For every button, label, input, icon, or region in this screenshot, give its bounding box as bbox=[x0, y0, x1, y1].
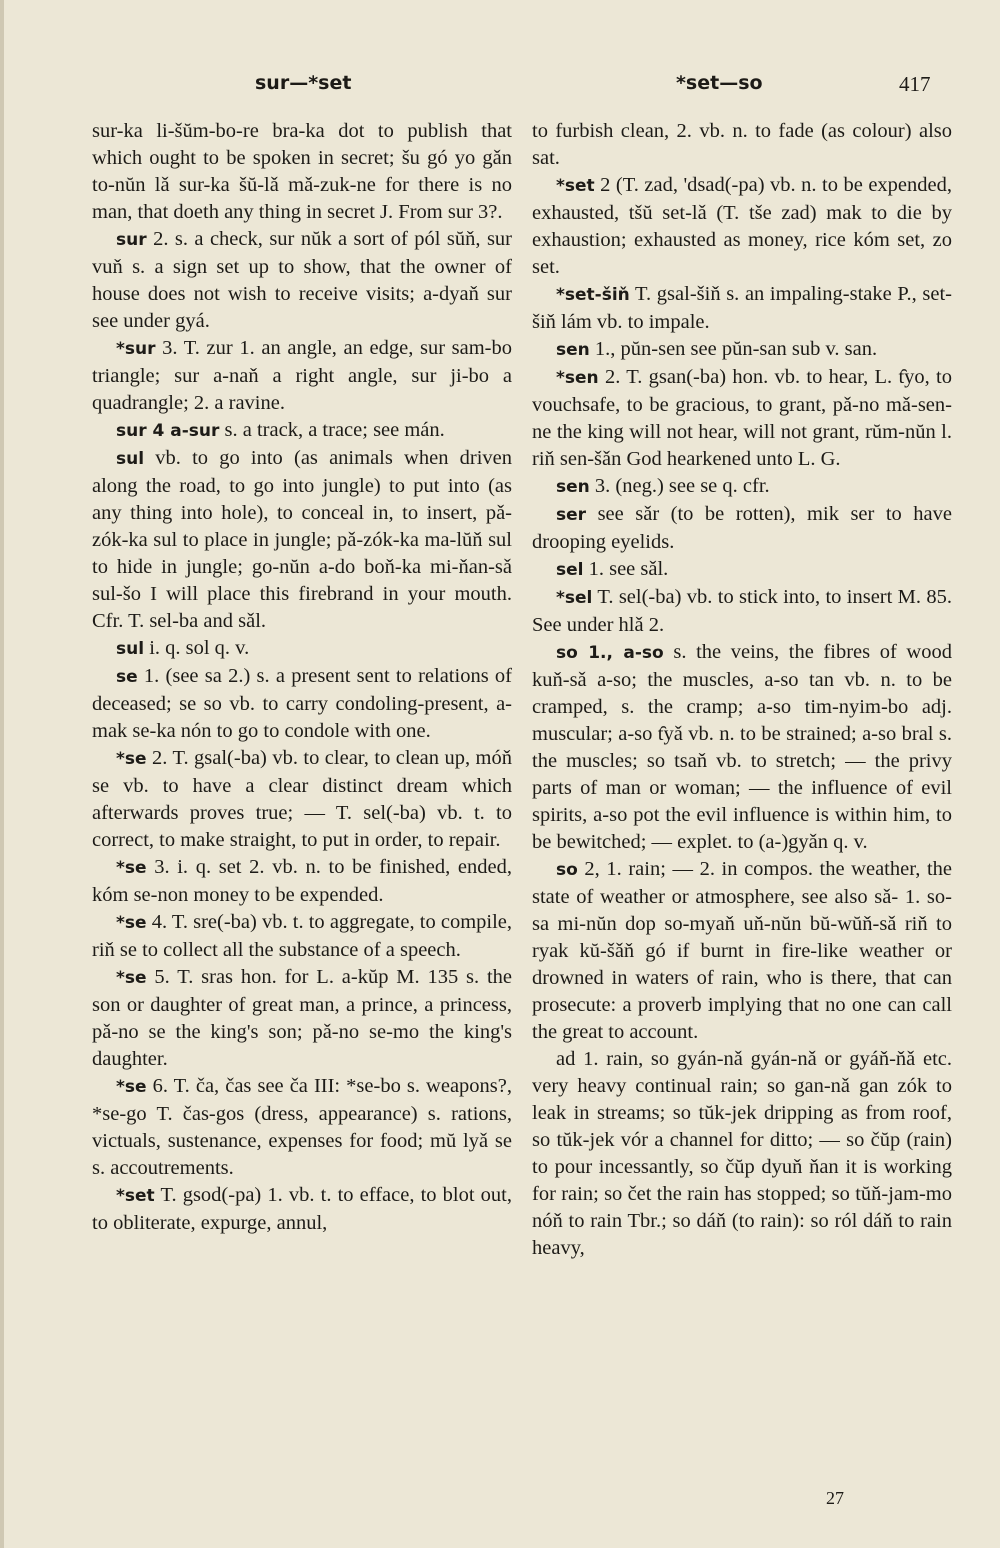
entry-text: to furbish clean, 2. vb. n. to fade (as colour) also sat. bbox=[532, 120, 952, 169]
entry-headword: *sen bbox=[556, 368, 599, 388]
entry-headword: *sel bbox=[556, 588, 593, 608]
entry-headword: se bbox=[116, 667, 138, 687]
entry-text: 2. s. a check, sur nŭk a sort of pól sŭň, sur vuň s. a sign set up to show, that the owner of house does not wish to receive visits; a-dyaň sur see under gyá. bbox=[92, 228, 512, 332]
entry-text: s. the veins, the fibres of wood kuň-sǎ a-so; the muscles, a-so tan vb. n. to be cramped, s. the cramp; a-so tim-nyim-bo adj. muscular; a-so t̑yǎ vb. n. to be strained; a-so bral s. the muscles; so tsaň vb. to stretch; — the privy parts of man or woman; — the influence of evil spirits, a-so pot the evil influence is within him, to be bewitched; — explet. to (a-)gyǎn q. v. bbox=[532, 641, 952, 853]
entry-text: 5. T. sras hon. for L. a-kŭp M. 135 s. the son or daughter of great man, a prince, a princess, pǎ-no se the king's son; pǎ-no se-mo the king's daughter. bbox=[92, 966, 512, 1070]
dictionary-entry bbox=[532, 639, 952, 856]
page-number: 417 bbox=[899, 72, 931, 96]
entry-headword: so 1., a-so bbox=[556, 643, 664, 663]
entry-text: vb. to go into (as animals when driven along the road, to go into jungle) to put into (as any thing into hole), to conceal in, to insert, pǎ-zók-ka sul to place in jungle; pǎ-zók-ka ma-lŭň sul to hide in jungle; go-nŭn a-do boň-ka mi-ňan-sǎ sul-šo I will place this firebrand in your mouth. Cfr. T. sel-ba and sǎl. bbox=[92, 447, 513, 632]
entry-headword: ser bbox=[556, 505, 587, 525]
entry-text: 2 (T. zad, 'dsad(-pa) vb. n. to be expended, exhausted, tšŭ set-lǎ (T. tše zad) mak to die by exhaustion; exhausted as money, rice kóm set, zo set. bbox=[532, 174, 952, 278]
dictionary-entry bbox=[92, 226, 512, 335]
dictionary-entry bbox=[532, 473, 952, 501]
dictionary-entry bbox=[532, 172, 952, 281]
running-head-left: sur—*set bbox=[255, 72, 352, 94]
entry-headword: *set bbox=[116, 1186, 155, 1206]
dictionary-entry bbox=[92, 663, 512, 745]
entry-text: T. gsod(-pa) 1. vb. t. to efface, to blot out, to obliterate, expurge, annul, bbox=[92, 1184, 512, 1234]
entry-headword: *se bbox=[116, 749, 147, 769]
entry-text: T. sel(-ba) vb. to stick into, to insert M. 85. See under hlǎ 2. bbox=[532, 586, 952, 636]
entry-headword: sen bbox=[556, 477, 590, 497]
entry-text: 2. T. gsan(-ba) hon. vb. to hear, L. t̑yo, to vouchsafe, to be gracious, to grant, pǎ-no mǎ-sen-ne the king will not hear, will not grant, rŭm-nŭn l. riň sen-šǎn God hearkened unto L. G. bbox=[532, 366, 952, 470]
dictionary-entry bbox=[92, 909, 512, 964]
dictionary-entry bbox=[92, 635, 512, 663]
entry-text: T. gsal-šiň s. an impaling-stake P., set-šiň lám vb. to impale. bbox=[532, 283, 952, 333]
entry-headword: sur 4 a-sur bbox=[116, 421, 220, 441]
dictionary-entry bbox=[92, 1073, 512, 1182]
entry-text: 1. (see sa 2.) s. a present sent to relations of deceased; se so vb. to carry condoling-present, a-mak se-ka nón to go to condole with one. bbox=[92, 665, 512, 742]
dictionary-entry bbox=[92, 854, 512, 909]
dictionary-entry bbox=[532, 856, 952, 1046]
entry-headword: sen bbox=[556, 340, 590, 360]
dictionary-entry bbox=[92, 445, 512, 635]
entry-text: 2, 1. rain; — 2. in compos. the weather, the state of weather or atmosphere, see also sǎ- 1. so-sa mi-nŭn dop so-myaň uň-nŭn bŭ-wŭň-sǎ riň to ryak kŭ-šǎň gó if burnt in fire-like weather or drowned in waters of rain, who is there, that can prosecute: a proverb implying that no one can call the great to account. bbox=[532, 858, 952, 1043]
entry-headword: sul bbox=[116, 639, 145, 659]
dictionary-entry bbox=[92, 745, 512, 854]
entry-headword: sul bbox=[116, 449, 145, 469]
entry-text: sur-ka li-šŭm-bo-re bra-ka dot to publish that which ought to be spoken in secret; šu gó yo gǎn to-nŭn lǎ sur-ka šŭ-lǎ mǎ-zuk-ne for there is no man, that doeth any thing in secret J. From sur 3?. bbox=[92, 120, 512, 223]
entry-headword: sur bbox=[116, 230, 147, 250]
entry-headword: sel bbox=[556, 560, 584, 580]
entry-headword: *se bbox=[116, 913, 147, 933]
dictionary-entry bbox=[92, 335, 512, 417]
entry-headword: so bbox=[556, 860, 578, 880]
entry-headword: *se bbox=[116, 1077, 147, 1097]
dictionary-entry bbox=[92, 964, 512, 1073]
entry-headword: *se bbox=[116, 968, 147, 988]
entry-text: 2. T. gsal(-ba) vb. to clear, to clean up, móň se vb. to have a clear distinct dream which afterwards proves true; — T. sel(-ba) vb. t. to correct, to make straight, to put in order, to repair. bbox=[92, 747, 512, 851]
entry-text: 3. (neg.) see se q. cfr. bbox=[594, 475, 770, 497]
entry-text: 1. see sǎl. bbox=[588, 558, 669, 580]
signature-mark: 27 bbox=[826, 1488, 844, 1508]
running-head-right: *set—so bbox=[676, 72, 763, 94]
dictionary-entry bbox=[532, 118, 952, 172]
entry-headword: *sur bbox=[116, 339, 156, 359]
entry-text: s. a track, a trace; see mán. bbox=[224, 419, 445, 441]
dictionary-entry bbox=[92, 417, 512, 445]
entry-headword: *set bbox=[556, 176, 595, 196]
entry-text: 3. i. q. set 2. vb. n. to be finished, ended, kóm se-non money to be expended. bbox=[92, 856, 512, 906]
dictionary-entry bbox=[532, 556, 952, 584]
entry-text: 4. T. sre(-ba) vb. t. to aggregate, to compile, riň se to collect all the substance of a speech. bbox=[92, 911, 513, 961]
entry-text: 6. T. ča, čas see ča III: *se-bo s. weapons?, *se-go T. čas-gos (dress, appearance) s. rations, victuals, sustenance, expenses for food; mŭ lyǎ se s. accoutrements. bbox=[92, 1075, 513, 1179]
dictionary-entry bbox=[532, 584, 952, 639]
dictionary-entry bbox=[92, 118, 512, 226]
dictionary-entry bbox=[532, 1046, 952, 1262]
dictionary-entry bbox=[532, 364, 952, 473]
entry-text: i. q. sol q. v. bbox=[149, 637, 250, 659]
entry-text: ad 1. rain, so gyán-nǎ gyán-nǎ or gyáň-ňǎ etc. very heavy continual rain; so gan-nǎ gan zók to leak in streams; so tŭk-jek dripping as from roof, so tŭk-jek vór a channel for ditto; — so čŭp (rain) to pour incessantly, so čŭp dyuň ňan it is working for rain; so čet the rain has stopped; so tŭň-jam-mo nóň to rain Tbr.; so dáň (to rain): so ról dáň to rain heavy, bbox=[532, 1048, 952, 1259]
entry-headword: *se bbox=[116, 858, 147, 878]
dictionary-entry bbox=[532, 336, 952, 364]
dictionary-entry bbox=[532, 281, 952, 336]
entry-text: see sǎr (to be rotten), mik ser to have drooping eyelids. bbox=[532, 503, 953, 553]
entry-text: 3. T. zur 1. an angle, an edge, sur sam-bo triangle; sur a-naň a right angle, sur ji-bo a quadrangle; 2. a ravine. bbox=[92, 337, 513, 414]
entry-headword: *set-šiň bbox=[556, 285, 630, 305]
dictionary-entry bbox=[532, 501, 952, 556]
right-column bbox=[532, 118, 952, 1262]
entry-text: 1., pŭn-sen see pŭn-san sub v. san. bbox=[594, 338, 878, 360]
left-column bbox=[92, 118, 512, 1237]
dictionary-entry bbox=[92, 1182, 512, 1237]
binding-edge bbox=[0, 0, 4, 1548]
